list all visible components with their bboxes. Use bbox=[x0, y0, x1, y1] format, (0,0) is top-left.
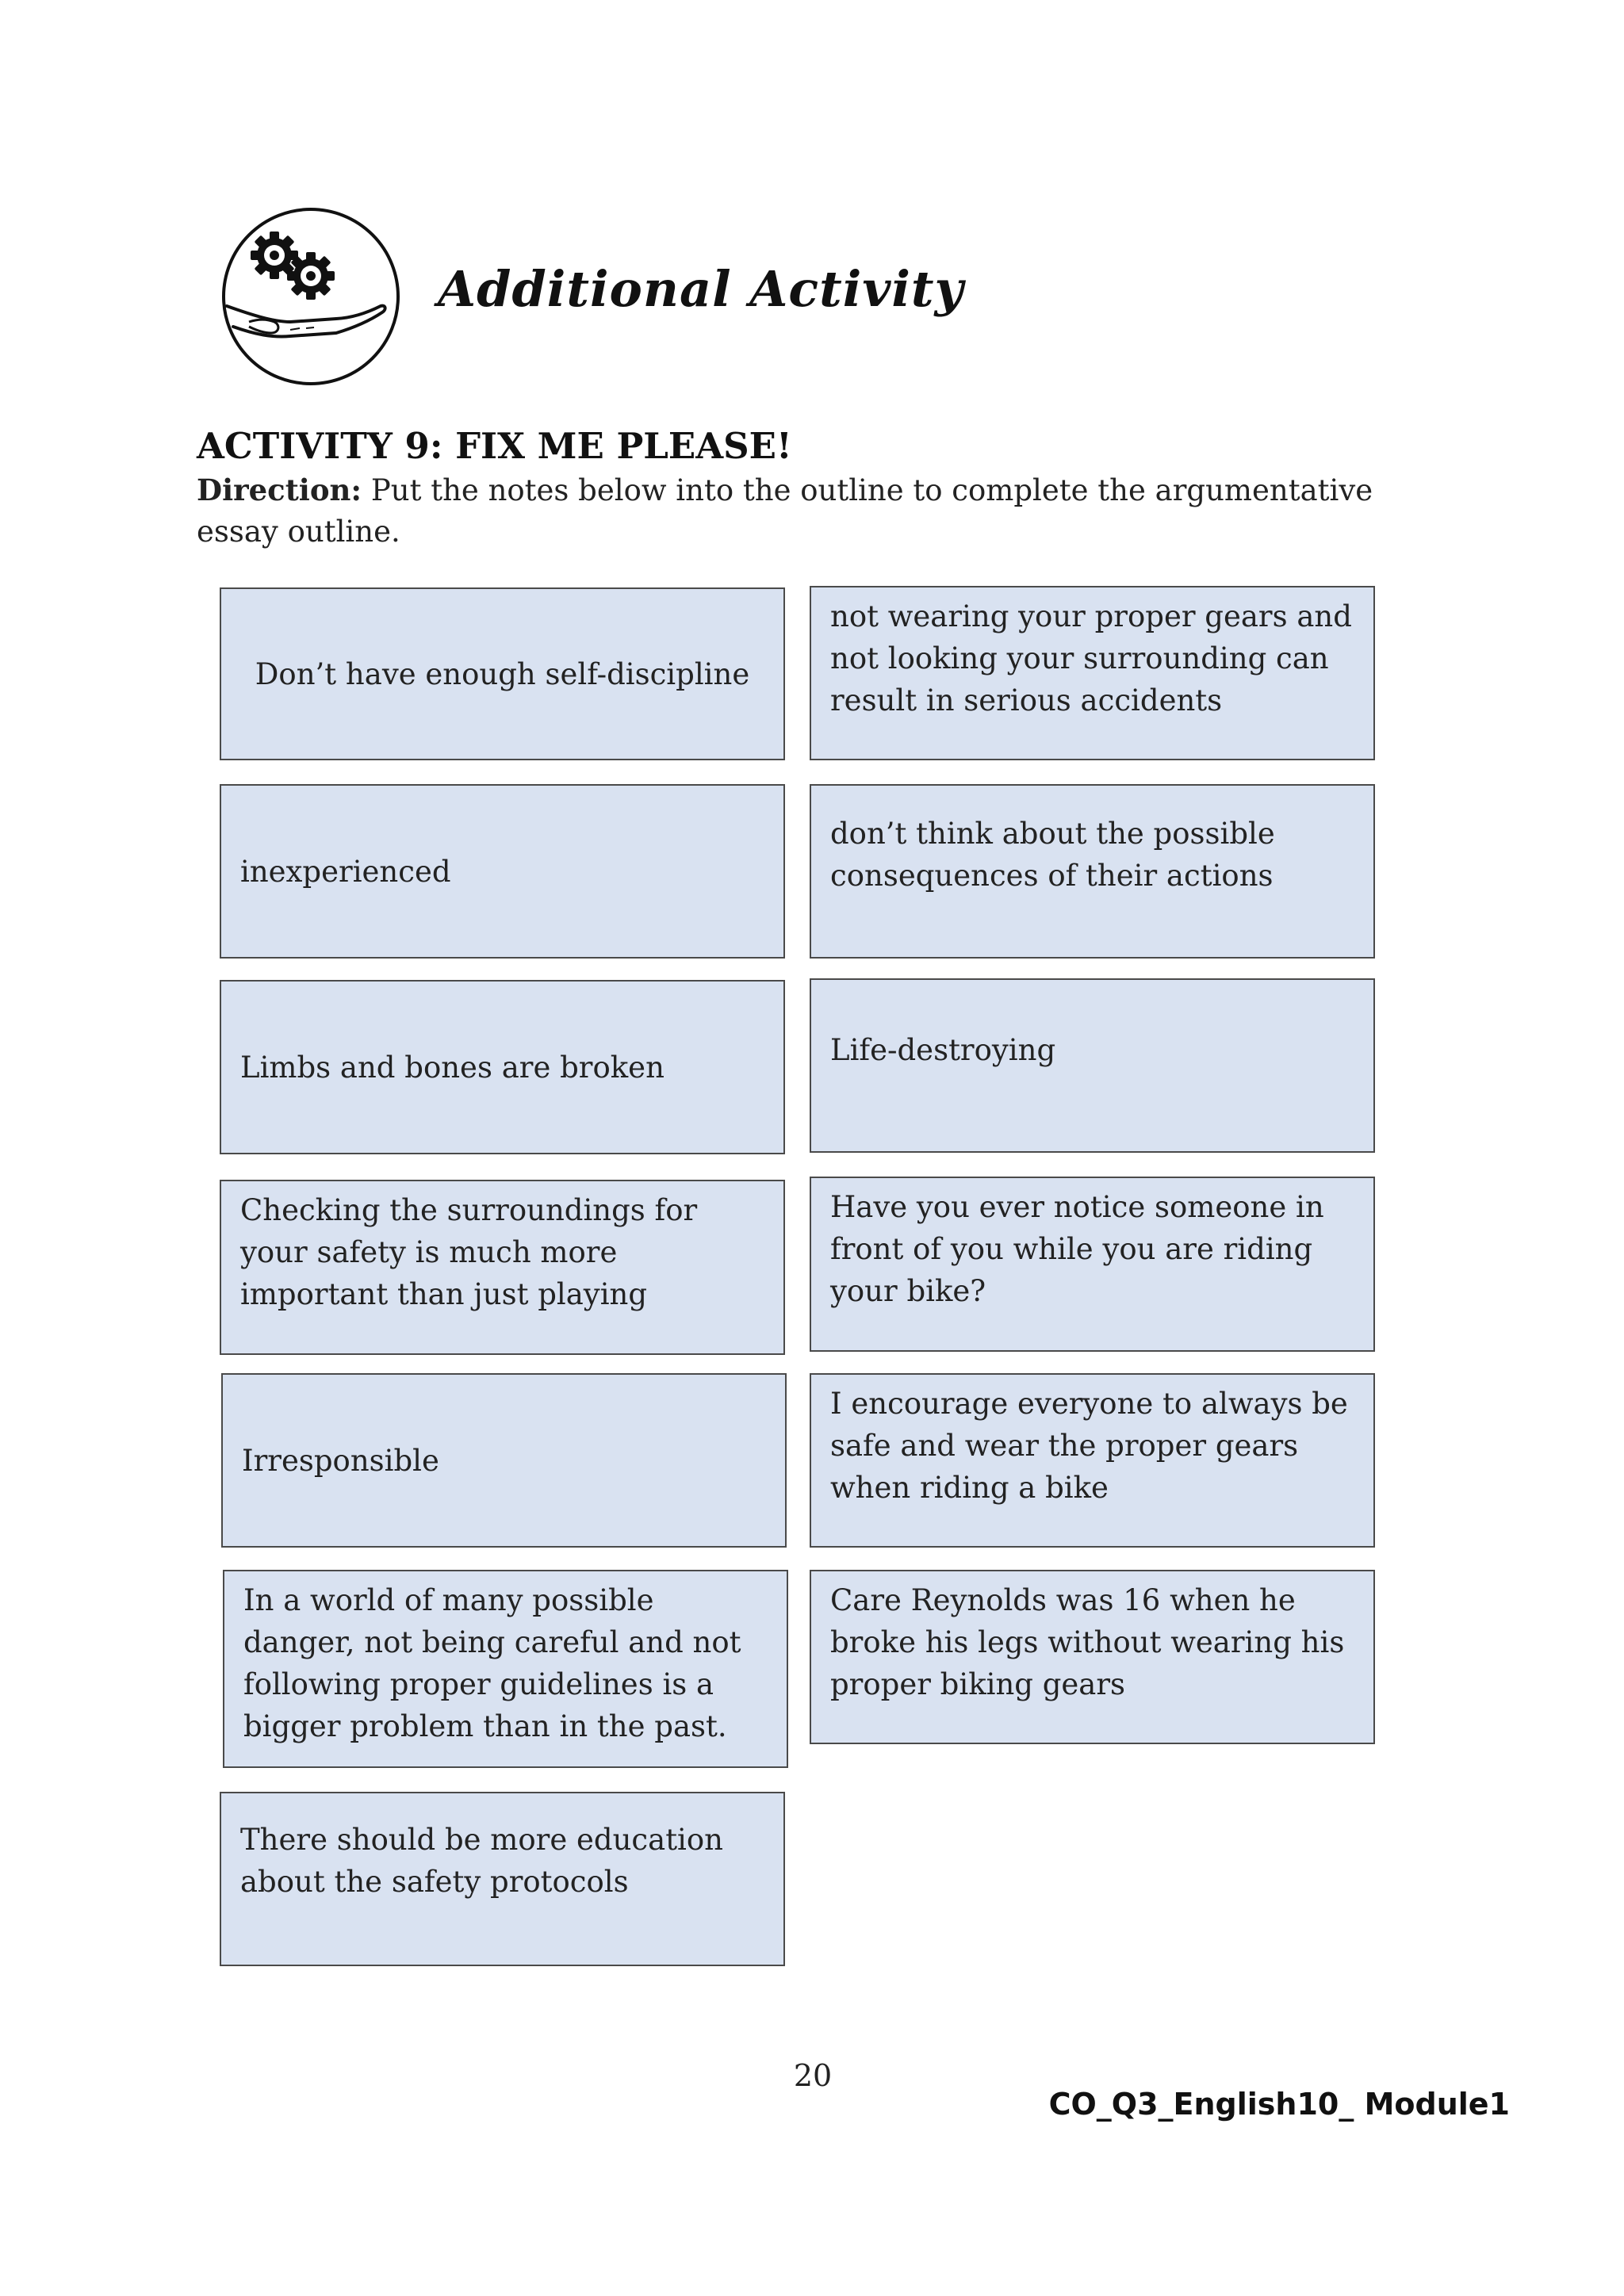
note-card-text: Limbs and bones are broken bbox=[240, 1050, 665, 1085]
module-code: CO_Q3_English10_ Module1 bbox=[1048, 2087, 1510, 2122]
note-card-6[interactable] bbox=[810, 978, 1375, 1153]
activity-title: ACTIVITY 9: FIX ME PLEASE! bbox=[197, 425, 792, 467]
note-card-text: Checking the surroundings for your safety is much more important than just playing bbox=[240, 1193, 698, 1311]
note-card-11[interactable] bbox=[223, 1570, 788, 1768]
note-card-text: Care Reynolds was 16 when he broke his legs without wearing his proper biking gears bbox=[830, 1583, 1345, 1701]
note-card-10[interactable] bbox=[810, 1373, 1375, 1548]
gears-in-hand-icon bbox=[217, 203, 404, 390]
note-card-text: I encourage everyone to always be safe and wear the proper gears when riding a bike bbox=[830, 1387, 1348, 1505]
note-card-text: don’t think about the possible consequences of their actions bbox=[830, 817, 1275, 893]
note-card-8[interactable] bbox=[810, 1177, 1375, 1352]
direction-text bbox=[197, 469, 1402, 553]
note-card-text: Don’t have enough self-discipline bbox=[255, 656, 750, 691]
note-card-5[interactable] bbox=[220, 980, 785, 1154]
page-number: 20 bbox=[793, 2058, 833, 2093]
direction-body: Put the notes below into the outline to complete the argumentative essay outline. bbox=[197, 473, 1373, 549]
note-card-7[interactable] bbox=[220, 1180, 785, 1355]
note-card-text: not wearing your proper gears and not looking your surrounding can result in serious accidents bbox=[830, 599, 1352, 718]
note-card-9[interactable] bbox=[221, 1373, 787, 1548]
note-card-4[interactable] bbox=[810, 784, 1375, 959]
note-card-12[interactable] bbox=[810, 1570, 1375, 1744]
note-card-2[interactable] bbox=[810, 586, 1375, 760]
note-card-text: Irresponsible bbox=[242, 1443, 439, 1478]
note-card-text: In a world of many possible danger, not being careful and not following proper guidelines is a bigger problem than in the past. bbox=[243, 1583, 741, 1743]
note-card-13[interactable] bbox=[220, 1792, 785, 1966]
note-card-text: Have you ever notice someone in front of you while you are riding your bike? bbox=[830, 1190, 1324, 1308]
note-card-text: inexperienced bbox=[240, 854, 451, 889]
note-card-text: Life-destroying bbox=[830, 1033, 1056, 1067]
note-card-1[interactable] bbox=[220, 587, 785, 760]
section-title: Additional Activity bbox=[438, 260, 964, 318]
note-card-text: There should be more education about the safety protocols bbox=[240, 1823, 724, 1899]
direction-label: Direction: bbox=[197, 473, 362, 507]
note-card-3[interactable] bbox=[220, 784, 785, 959]
